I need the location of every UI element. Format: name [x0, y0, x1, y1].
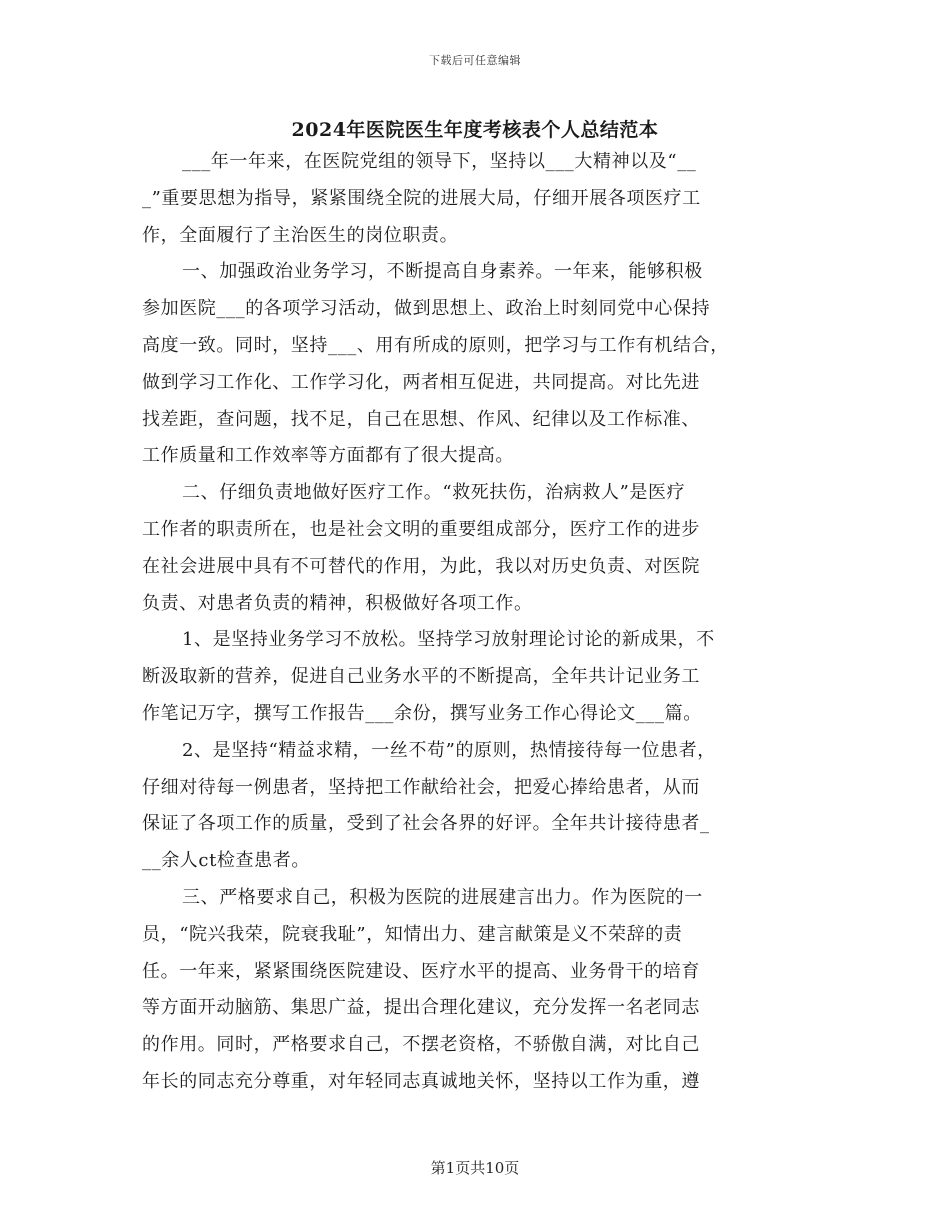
text-line: 一、加强政治业务学习，不断提高自身素养。一年来，能够积极 — [182, 261, 703, 283]
text-line: 作笔记万字，撰写工作报告___余份，撰写业务工作心得论文___篇。 — [142, 702, 702, 724]
document-body — [142, 144, 812, 1101]
text-line: 年长的同志充分尊重，对年轻同志真诚地关怀，坚持以工作为重，遵 — [142, 1070, 700, 1092]
document-title: 2024年医院医生年度考核表个人总结范本 — [291, 119, 659, 141]
page-number: 第1页共10页 — [430, 1159, 520, 1177]
text-line: 工作者的职责所在，也是社会文明的重要组成部分，医疗工作的进步 — [142, 518, 700, 540]
text-line: 2、是坚持“精益求精，一丝不苟”的原则，热情接待每一位患者， — [182, 739, 716, 761]
text-line: 仔细对待每一例患者，坚持把工作献给社会，把爱心捧给患者，从而 — [142, 776, 700, 798]
text-line: 等方面开动脑筋、集思广益，提出合理化建议，充分发挥一名老同志 — [142, 997, 700, 1019]
text-line: 作，全面履行了主治医生的岗位职责。 — [142, 224, 459, 246]
text-line: __余人ct检查患者。 — [142, 850, 310, 872]
text-line: 二、仔细负责地做好医疗工作。“救死扶伤，治病救人”是医疗 — [182, 482, 686, 504]
text-line: 高度一致。同时，坚持___、用有所成的原则，把学习与工作有机结合， — [142, 334, 729, 356]
text-line: 找差距，查问题，找不足，自己在思想、作风、纪律以及工作标准、 — [142, 408, 700, 430]
text-line: ___年一年来，在医院党组的领导下，坚持以___大精神以及“__ — [182, 151, 697, 172]
text-line: 任。一年来，紧紧围绕医院建设、医疗水平的提高、业务骨干的培育 — [142, 960, 700, 982]
text-line: 的作用。同时，严格要求自己，不摆老资格，不骄傲自满，对比自己 — [142, 1034, 700, 1056]
text-line: 员，“院兴我荣，院衰我耻”，知情出力、建言献策是义不荣辞的责 — [142, 923, 683, 945]
text-line: 工作质量和工作效率等方面都有了很大提高。 — [142, 445, 514, 467]
text-line: 做到学习工作化、工作学习化，两者相互促进，共同提高。对比先进 — [142, 371, 700, 393]
text-line: 在社会进展中具有不可替代的作用，为此，我以对历史负责、对医院 — [142, 555, 700, 577]
page-header-note: 下载后可任意编辑 — [429, 54, 521, 67]
text-line: _”重要思想为指导，紧紧围绕全院的进展大局，仔细开展各项医疗工 — [142, 187, 701, 209]
text-line: 三、严格要求自己，积极为医院的进展建言出力。作为医院的一 — [182, 886, 703, 908]
text-line: 参加医院___的各项学习活动，做到思想上、政治上时刻同党中心保持 — [142, 298, 711, 320]
text-line: 断汲取新的营养，促进自己业务水平的不断提高，全年共计记业务工 — [142, 666, 700, 688]
text-line: 负责、对患者负责的精神，积极做好各项工作。 — [142, 592, 533, 614]
text-line: 1、是坚持业务学习不放松。坚持学习放射理论讨论的新成果，不 — [182, 629, 715, 651]
text-line: 保证了各项工作的质量，受到了社会各界的好评。全年共计接待患者_ — [142, 813, 710, 835]
